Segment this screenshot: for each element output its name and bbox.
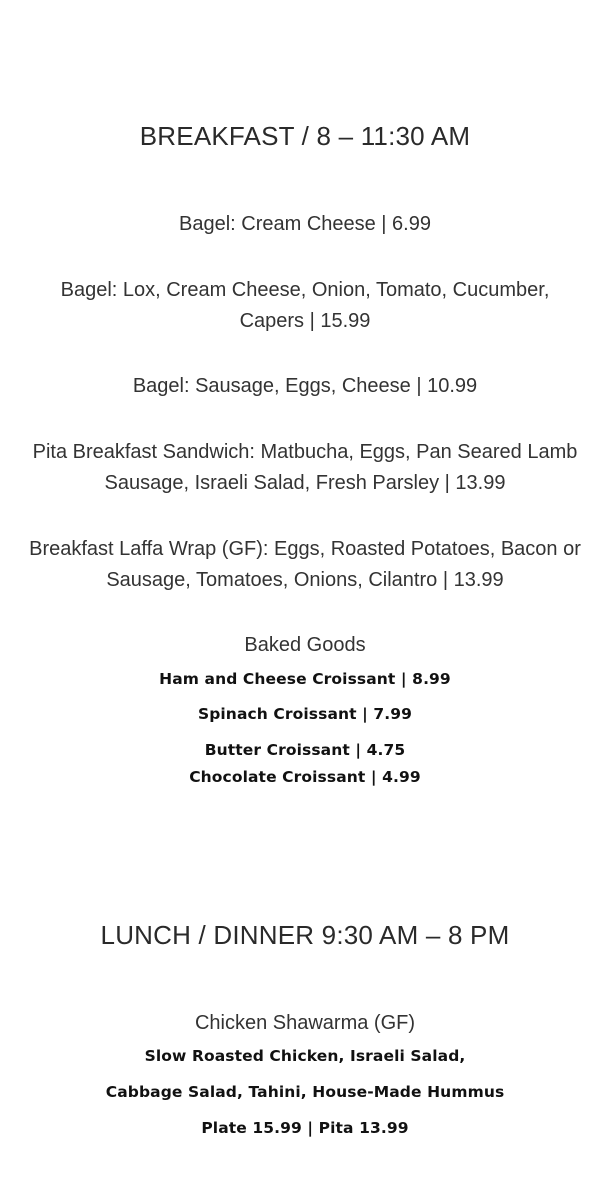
menu-item-bagel-lox: Bagel: Lox, Cream Cheese, Onion, Tomato, Cucumber, Capers | 15.99 xyxy=(60,279,550,332)
baked-item-butter-croissant: Butter Croissant | 4.75 xyxy=(204,741,406,759)
menu-item-bagel-cream-cheese: Bagel: Cream Cheese | 6.99 xyxy=(178,213,431,235)
baked-item-chocolate-croissant: Chocolate Croissant | 4.99 xyxy=(189,768,421,786)
breakfast-title: BREAKFAST / 8 – 11:30 AM xyxy=(139,121,471,151)
dish-description-line-1: Slow Roasted Chicken, Israeli Salad, xyxy=(144,1047,466,1065)
baked-item-ham-cheese-croissant: Ham and Cheese Croissant | 8.99 xyxy=(159,670,451,688)
dish-price-line: Plate 15.99 | Pita 13.99 xyxy=(201,1119,409,1137)
menu-item-pita-breakfast-sandwich: Pita Breakfast Sandwich: Matbucha, Eggs, Pan Seared Lamb Sausage, Israeli Salad, Fresh Parsley | 13.99 xyxy=(32,441,578,494)
dish-name-chicken-shawarma: Chicken Shawarma (GF) xyxy=(194,1012,416,1034)
menu-item-breakfast-laffa-wrap: Breakfast Laffa Wrap (GF): Eggs, Roasted Potatoes, Bacon or Sausage, Tomatoes, Onions, Cilantro | 13.99 xyxy=(29,538,581,591)
lunch-dinner-title: LUNCH / DINNER 9:30 AM – 8 PM xyxy=(100,920,510,950)
baked-goods-heading: Baked Goods xyxy=(244,634,366,656)
baked-item-spinach-croissant: Spinach Croissant | 7.99 xyxy=(197,705,413,723)
menu-item-bagel-sausage: Bagel: Sausage, Eggs, Cheese | 10.99 xyxy=(132,375,478,397)
dish-description-line-2: Cabbage Salad, Tahini, House-Made Hummus xyxy=(105,1083,505,1101)
